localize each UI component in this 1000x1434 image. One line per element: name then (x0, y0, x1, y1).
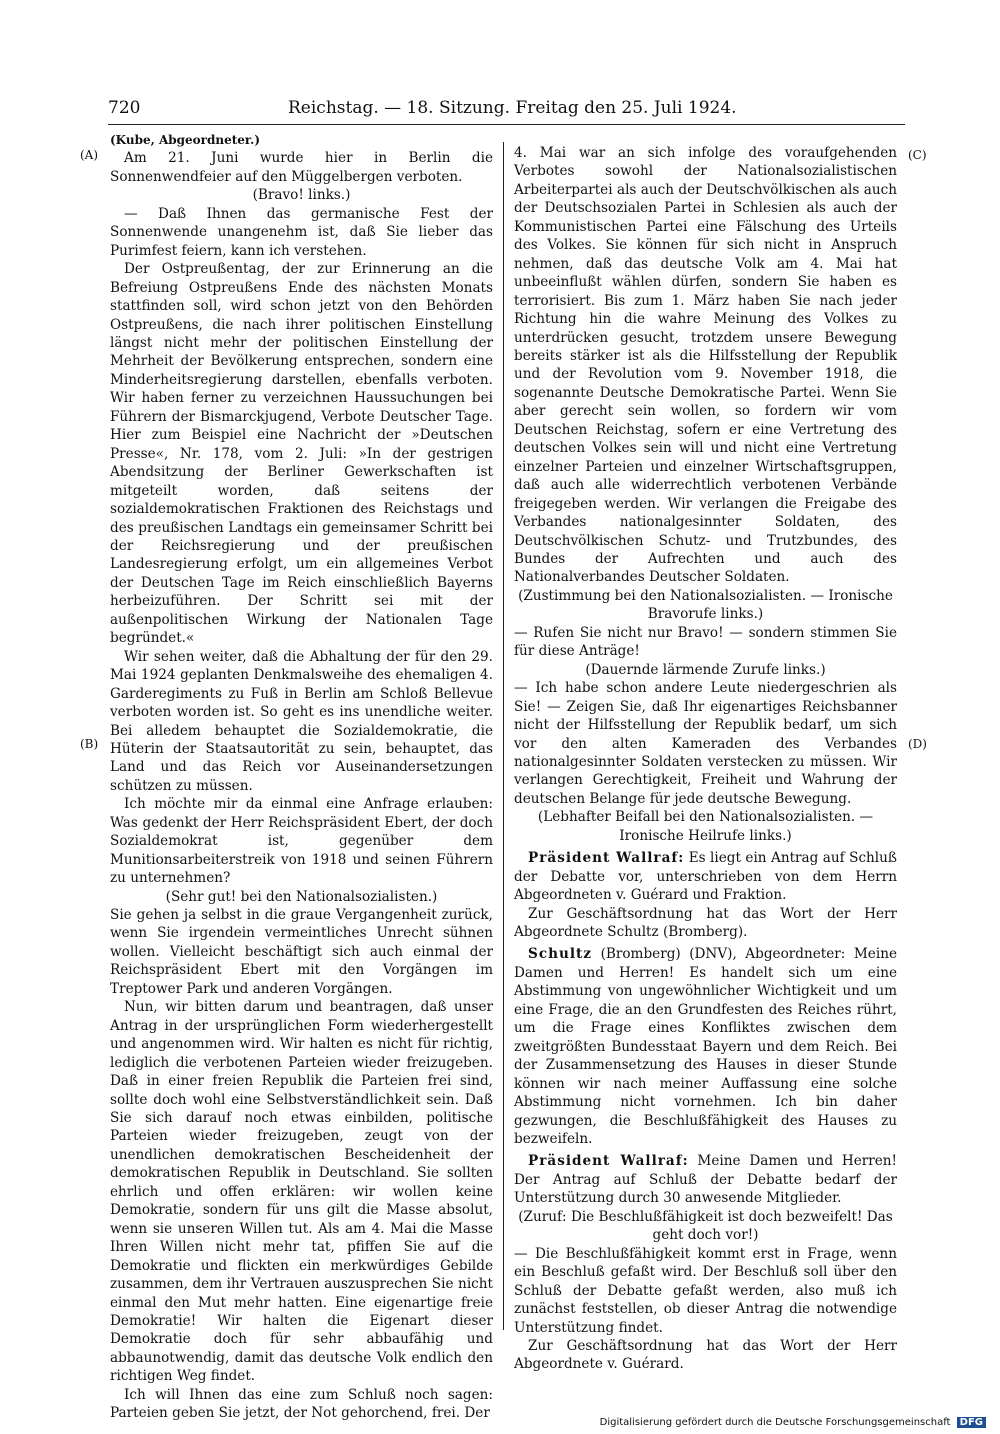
speech-text: (Bromberg) (DNV), Abgeordneter: Meine Damen und Herren! Es handelt sich um eine Abstimmung von ungewöhnlicher Wichtigkeit und um eine Frage, die an den Grundfesten des Reiches rührt, um die Frage eines Konfliktes zwischen dem zweitgrößten Bundesstaat Bayern und dem Reich. Bei der Zusammensetzung des Hauses in dieser Stunde können wir nach meiner Auffassung eine solche Abstimmung nicht vornehmen. Ich bin daher gezwungen, die Beschlußfähigkeit des Hauses zu bezweifeln. (514, 946, 897, 1148)
speech-text: Meine Damen und Herren! Der Antrag auf Schluß der Debatte bedarf der Unterstützung durch 30 anwesende Mitglieder. (514, 1153, 898, 1207)
dfg-logo: DFG (957, 1417, 986, 1428)
speaker-name: Präsident Wallraf: (528, 1153, 689, 1170)
paragraph: — Die Beschlußfähigkeit kommt erst in Frage, wenn ein Beschluß gefaßt wird. Der Beschluß soll über den Schluß der Debatte gefaßt werden, also muß ich zunächst feststellen, ob dieser Antrag die notwendige Unterstützung findet. (514, 1245, 897, 1336)
page-header (108, 98, 905, 126)
margin-mark-d: (D) (908, 737, 927, 751)
margin-mark-b: (B) (80, 737, 99, 751)
speaker-label: (Kube, Abgeordneter.) (110, 133, 261, 147)
margin-mark-c: (C) (908, 148, 927, 162)
interjection: (Sehr gut! bei den Nationalsozialisten.) (165, 888, 438, 905)
interjection: (Bravo! links.) (252, 187, 351, 204)
interjection: (Zustimmung bei den Nationalsozialisten. — Ironische Bravorufe links.) (518, 587, 893, 623)
paragraph: Wir sehen weiter, daß die Abhaltung der für den 29. Mai 1924 geplanten Denkmalsweihe des ehemaligen 4. Garderegiments zu Fuß in Berlin am Schloß Bellevue verboten worden ist. So geht es ins unendliche weiter. Bei alledem behauptet die Sozialdemokratie, die Hüterin der Staatsautorität zu sein, behauptet, das Land und das Reich vor Auseinandersetzungen schützen zu müssen. (110, 648, 493, 794)
paragraph: Ich will Ihnen das eine zum Schluß noch sagen: Parteien geben Sie jetzt, der Not gehorchend, frei. Der (110, 1386, 493, 1422)
paragraph: Sie gehen ja selbst in die graue Vergangenheit zurück, wenn Sie irgendein vermeintliches Unrecht sühnen wollen. Vielleicht beschäftigt sich auch einmal der Reichspräsident Ebert mit den Vorgängen im Treptower Park und anderen Vorgängen. (110, 907, 493, 997)
interjection: (Lebhafter Beifall bei den Nationalsozialisten. — Ironische Heilrufe links.) (537, 809, 874, 844)
speech (514, 1152, 897, 1207)
right-column (514, 144, 897, 1374)
paragraph: Der Ostpreußentag, der zur Erinnerung an die Befreiung Ostpreußens Ende des nächsten Monats stattfinden soll, wird schon jetzt von den Behörden Ostpreußens, die nach ihrer politischen Einstellung längst nicht mehr der politischen Einstellung der Mehrheit der Bevölkerung entsprechen, sondern eine Minderheitsregierung darstellen, ebenfalls verboten. Wir haben ferner zu verzeichnen Haussuchungen bei Führern der Bismarckjugend, Verbote Deutscher Tage. Hier zum Beispiel eine Nachricht der »Deutschen Presse«, Nr. 178, vom 2. Juli: »In der gestrigen Abendsitzung der Berliner Gewerkschaften ist mitgeteilt worden, daß seitens der sozialdemokratischen Fraktionen des Reichstags und des preußischen Landtags ein gemeinsamer Schritt bei der Reichsregierung und der preußischen Landesregierung erfolgt, um ein allgemeines Verbot der Deutschen Tage im Reich einschließlich Bayerns herbeizuführen. Der Schritt sei mit der außenpolitischen Wirkung der Nationalen Tage begründet.« (110, 261, 493, 647)
footer-text: Digitalisierung gefördert durch die Deutsche Forschungsgemeinschaft (599, 1417, 951, 1428)
column-divider (503, 142, 504, 1330)
interjection: (Dauernde lärmende Zurufe links.) (585, 661, 826, 678)
page-number: 720 (108, 98, 141, 118)
header-rule (108, 124, 905, 125)
speech-text: Es liegt ein Antrag auf Schluß der Debatte vor, unterschrieben von dem Herrn Abgeordneten v. Guérard und Fraktion. (514, 850, 897, 904)
speech (514, 849, 897, 904)
paragraph: 4. Mai war an sich infolge des voraufgehenden Verbotes sowohl der Nationalsozialistischen Arbeiterpartei als auch der Deutschvölkischen als auch der Deutschsozialen Partei in Schlesien als auch der Kommunistischen Partei eine Fälschung des Urteils des Volkes. Sie können für sich nicht in Anspruch nehmen, daß das deutsche Volk am 4. Mai hat unbeeinflußt wählen dürfen, sondern Sie haben es terrorisiert. Bis zum 1. März haben Sie nach jeder Richtung hin die wahre Meinung des Volkes zu unterdrücken gesucht, trotzdem unsere Bewegung bereits stärker ist als die Hilfsstellung der Republik und der Revolution vom 9. November 1918, die sogenannte Deutsche Demokratische Partei. Wenn Sie aber gerecht sein wollen, so fordern wir vom Deutschen Reichstag, sofern er eine Vertretung des deutschen Volkes sein will und nicht eine Vertretung einzelner Parteien und einzelner Wirtschaftsgruppen, daß auch alle widerrechtlich verbotenen Verbände freigegeben werden. Wir verlangen die Freigabe des Verbandes nationalgesinnter Soldaten, des Deutschvölkischen Schutz- und Trutzbundes, des Bundes der Aufrechten und auch des Nationalverbandes Deutscher Soldaten. (514, 145, 897, 586)
footer-credit (600, 1417, 986, 1428)
paragraph: — Daß Ihnen das germanische Fest der Sonnenwende unangenehm ist, daß Sie lieber das Purimfest feiern, kann ich verstehen. (110, 205, 493, 259)
paragraph: — Ich habe schon andere Leute niedergeschrien als Sie! — Zeigen Sie, daß Ihr eigenartiges Reichsbanner nicht der Hilfsstellung der Republik bedarf, um sich vor den alten Kameraden des Verbandes nationalgesinnter Soldaten verstecken zu müssen. Wir verlangen Gerechtigkeit, Freiheit und Wahrung der deutschen Belange für jede deutsche Bewegung. (514, 680, 897, 807)
paragraph: Ich möchte mir da einmal eine Anfrage erlauben: Was gedenkt der Herr Reichspräsident Ebert, der doch Sozialdemokrat ist, gegenüber dem Munitionsarbeiterstreik von 1918 und seinen Führern zu unternehmen? (110, 796, 493, 887)
paragraph: Am 21. Juni wurde hier in Berlin die Sonnenwendfeier auf den Müggelbergen verboten. (110, 150, 493, 185)
margin-mark-a: (A) (80, 148, 99, 162)
left-column (110, 131, 493, 1423)
paragraph: Zur Geschäftsordnung hat das Wort der Herr Abgeordnete Schultz (Bromberg). (514, 905, 897, 941)
paragraph: Nun, wir bitten darum und beantragen, daß unser Antrag in der ursprünglichen Form wiederhergestellt und angenommen wird. Wir halten es nicht für richtig, lediglich die verbotenen Parteien wieder freizugeben. Daß in einer freien Republik die Parteien frei sind, sollte doch wohl eine Selbstverständlichkeit sein. Daß Sie sich darauf noch etwas einbilden, politische Parteien wieder freizugeben, zeugt von der unendlichen demokratischen Bescheidenheit der demokratischen Republik in Deutschland. Sie sollten ehrlich und offen erklären: wir wollen keine Demokratie, sondern für uns gilt die Masse absolut, wenn sie unseren Willen tut. Als am 4. Mai die Masse Ihren Willen nicht mehr tat, pfiffen Sie auf die Demokratie und flickten ein merkwürdiges Gebilde zusammen, dem ihr Vertrauen auszusprechen Sie nicht einmal den Mut mehr hatten. Eine eigenartige freie Demokratie! Wir halten die Eigenart dieser Demokratie doch für sehr abbaufähig und abbaunotwendig, damit das deutsche Volk endlich den richtigen Weg findet. (110, 999, 493, 1385)
paragraph: Zur Geschäftsordnung hat das Wort der Herr Abgeordnete v. Guérard. (514, 1338, 897, 1373)
speaker-name: Schultz (528, 946, 593, 963)
speech (514, 945, 897, 1148)
running-title: Reichstag. — 18. Sitzung. Freitag den 25. Juli 1924. (288, 98, 737, 118)
paragraph: — Rufen Sie nicht nur Bravo! — sondern stimmen Sie für diese Anträge! (514, 624, 897, 660)
interjection: (Zuruf: Die Beschlußfähigkeit ist doch bezweifelt! Das geht doch vor!) (518, 1208, 893, 1244)
speaker-name: Präsident Wallraf: (528, 850, 685, 867)
